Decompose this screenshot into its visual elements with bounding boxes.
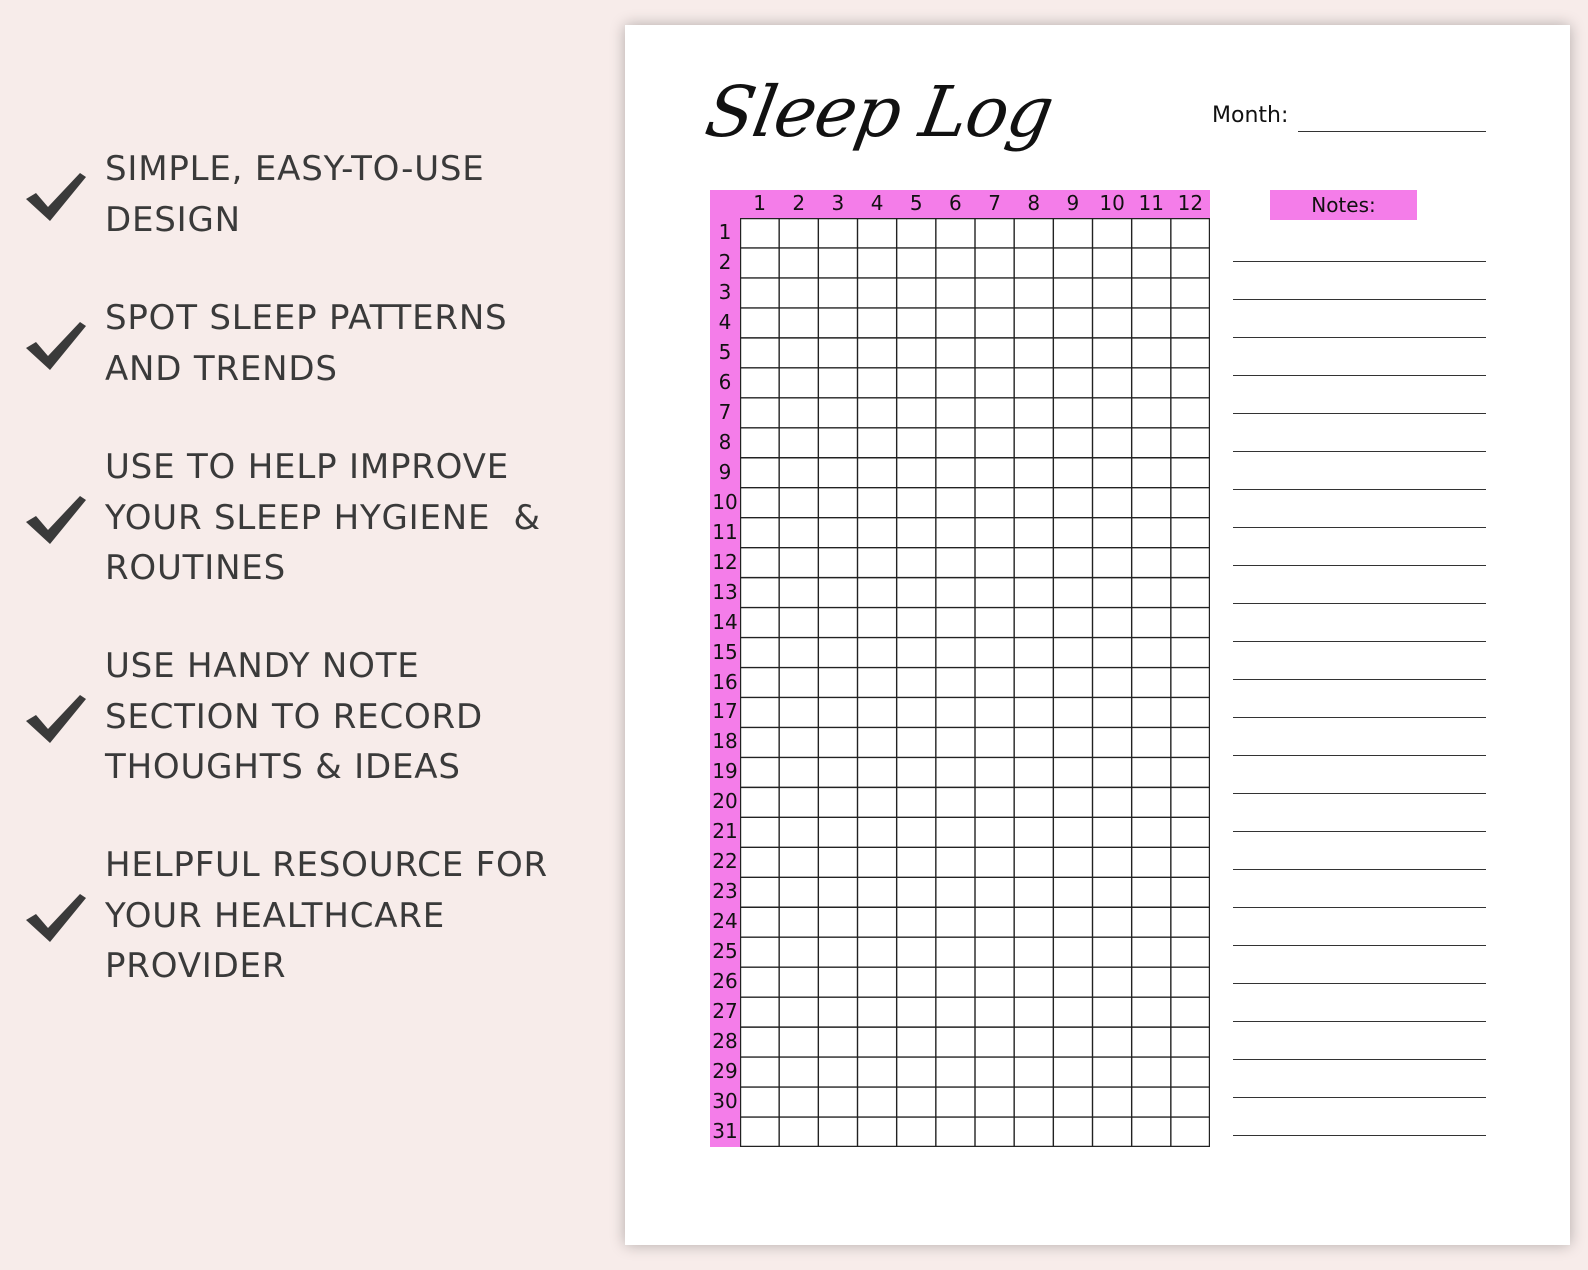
note-line[interactable] — [1233, 527, 1486, 528]
column-label: 7 — [988, 191, 1001, 215]
column-label: 5 — [909, 191, 923, 215]
row-label: 30 — [712, 1089, 738, 1114]
column-label: 6 — [949, 191, 962, 215]
feature-line: PROVIDER — [105, 946, 287, 986]
note-line[interactable] — [1233, 1021, 1486, 1022]
check-icon — [22, 492, 88, 548]
row-label: 27 — [712, 999, 738, 1024]
feature-text — [105, 442, 605, 594]
row-label: 14 — [712, 609, 738, 634]
feature-line: SECTION TO RECORD — [105, 696, 483, 737]
row-label: 8 — [718, 429, 732, 454]
note-line[interactable] — [1233, 869, 1486, 870]
feature-text — [105, 641, 605, 793]
row-header-bar — [710, 218, 740, 1147]
sleep-log-sheet — [625, 25, 1570, 1245]
note-line[interactable] — [1233, 413, 1486, 414]
row-label: 4 — [718, 309, 732, 334]
row-label: 1 — [718, 220, 732, 244]
row-label: 31 — [712, 1119, 738, 1144]
note-line[interactable] — [1233, 261, 1486, 262]
row-label: 5 — [718, 339, 732, 364]
note-line[interactable] — [1233, 983, 1486, 984]
check-icon — [22, 890, 88, 946]
feature-line: YOUR SLEEP HYGIENE & — [105, 497, 541, 538]
notes-label: Notes: — [1270, 190, 1417, 220]
note-line[interactable] — [1233, 375, 1486, 376]
row-label: 26 — [712, 969, 738, 994]
feature-text — [105, 840, 605, 992]
row-label: 3 — [718, 279, 732, 304]
note-line[interactable] — [1233, 755, 1486, 756]
row-label: 29 — [712, 1059, 738, 1084]
feature-line: USE TO HELP IMPROVE — [105, 447, 509, 487]
note-line[interactable] — [1233, 945, 1486, 946]
note-line[interactable] — [1233, 337, 1486, 338]
note-line[interactable] — [1233, 679, 1486, 680]
row-label: 2 — [718, 249, 732, 274]
note-line[interactable] — [1233, 831, 1486, 832]
column-label: 12 — [1177, 191, 1204, 215]
feature-text — [105, 144, 605, 245]
feature-line: AND TRENDS — [105, 348, 338, 389]
month-label: Month: — [1212, 103, 1289, 128]
row-label: 19 — [712, 759, 738, 784]
feature-line: YOUR HEALTHCARE — [105, 895, 445, 936]
note-line[interactable] — [1233, 299, 1486, 300]
feature-line: USE HANDY NOTE — [105, 646, 420, 686]
note-line[interactable] — [1233, 1097, 1486, 1098]
feature-line: THOUGHTS & IDEAS — [105, 747, 461, 787]
check-icon — [22, 169, 88, 225]
row-label: 24 — [712, 909, 738, 934]
row-label: 13 — [712, 579, 738, 604]
check-icon — [22, 691, 88, 747]
column-label: 8 — [1027, 191, 1041, 215]
column-label: 10 — [1099, 191, 1125, 215]
feature-line: SIMPLE, EASY-TO-USE — [105, 149, 485, 189]
row-label: 10 — [712, 489, 738, 514]
note-line[interactable] — [1233, 1059, 1486, 1060]
note-line[interactable] — [1233, 565, 1486, 566]
row-label: 7 — [718, 399, 732, 424]
row-label: 9 — [718, 459, 732, 484]
row-label: 15 — [712, 639, 738, 664]
feature-line: HELPFUL RESOURCE FOR — [105, 845, 548, 885]
column-label: 4 — [870, 191, 884, 215]
feature-line: SPOT SLEEP PATTERNS — [105, 298, 508, 338]
grid-cells[interactable] — [740, 218, 1210, 1147]
row-label: 12 — [712, 549, 738, 574]
row-label: 22 — [712, 849, 738, 874]
column-label: 9 — [1066, 191, 1080, 215]
feature-text — [105, 293, 605, 394]
feature-line: ROUTINES — [105, 548, 286, 588]
note-line[interactable] — [1233, 489, 1486, 490]
grid-lines — [740, 218, 1210, 1147]
row-label: 18 — [712, 729, 738, 754]
row-label: 16 — [712, 669, 738, 694]
column-header-bar — [710, 190, 1210, 218]
check-icon — [22, 318, 88, 374]
column-label: 2 — [792, 191, 806, 215]
column-label: 1 — [753, 191, 766, 215]
row-label: 28 — [712, 1029, 738, 1054]
note-line[interactable] — [1233, 793, 1486, 794]
row-label: 20 — [712, 789, 738, 814]
note-line[interactable] — [1233, 603, 1486, 604]
row-label: 25 — [712, 939, 738, 964]
note-line[interactable] — [1233, 907, 1486, 908]
row-label: 23 — [712, 879, 738, 904]
note-line[interactable] — [1233, 641, 1486, 642]
row-label: 21 — [712, 819, 738, 844]
month-entry-line[interactable] — [1298, 131, 1486, 132]
note-line[interactable] — [1233, 451, 1486, 452]
page-title: Sleep Log — [699, 71, 1059, 153]
row-label: 17 — [712, 699, 738, 724]
column-label: 11 — [1138, 191, 1164, 215]
column-label: 3 — [831, 191, 845, 215]
row-label: 6 — [718, 369, 732, 394]
feature-line: DESIGN — [105, 199, 241, 240]
feature-list — [0, 0, 610, 1270]
note-line[interactable] — [1233, 1135, 1486, 1136]
row-label: 11 — [712, 519, 738, 544]
note-line[interactable] — [1233, 717, 1486, 718]
